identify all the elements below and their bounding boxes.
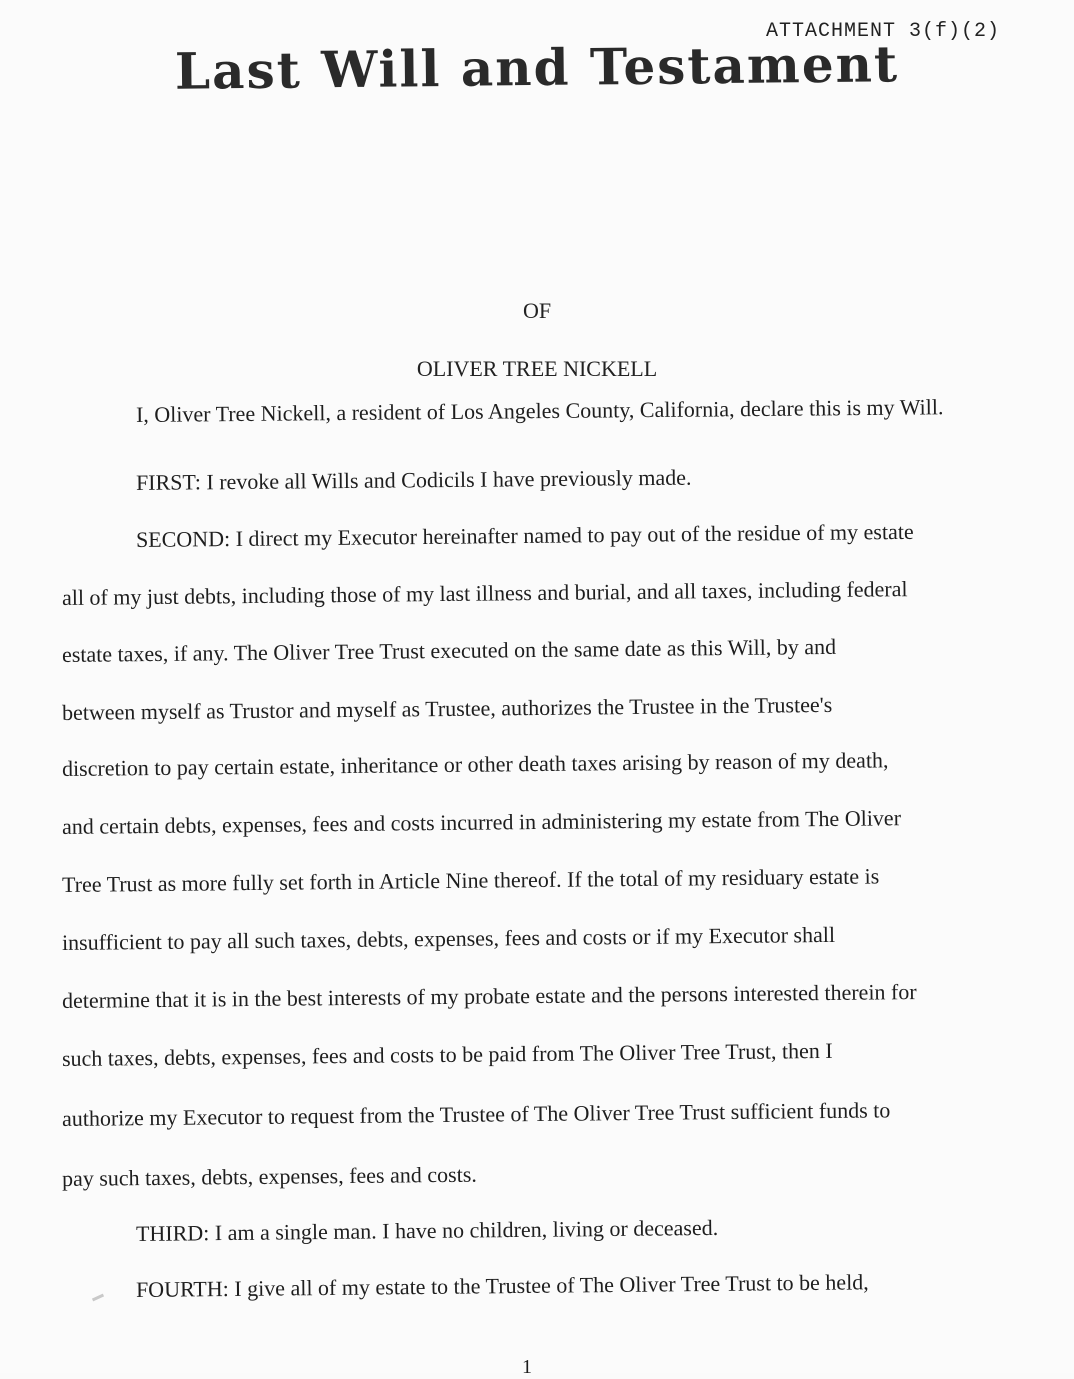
body-line: determine that it is in the best interests of my probate estate and the persons interested therein for [61, 979, 917, 1013]
body-line: pay such taxes, debts, expenses, fees and costs. [61, 1161, 477, 1191]
title-of: OF [522, 298, 552, 323]
body-line: discretion to pay certain estate, inheritance or other death taxes arising by reason of my death, [61, 747, 889, 781]
body-line: Tree Trust as more fully set forth in Article Nine thereof. If the total of my residuary estate is [61, 863, 880, 897]
attachment-label: ATTACHMENT 3(f)(2) [765, 20, 1000, 43]
article-third-line: THIRD: I am a single man. I have no children, living or deceased. [135, 1214, 719, 1246]
document-title: Last Will and Testament [174, 34, 900, 101]
page-number: 1 [522, 1356, 532, 1378]
body-line: and certain debts, expenses, fees and costs incurred in administering my estate from The Oliver [61, 805, 902, 839]
testator-name: OLIVER TREE NICKELL [416, 356, 658, 381]
article-fourth-line: FOURTH: I give all of my estate to the Trustee of The Oliver Tree Trust to be held, [135, 1269, 869, 1302]
article-first-line: FIRST: I revoke all Wills and Codicils I have previously made. [135, 464, 692, 495]
body-line: estate taxes, if any. The Oliver Tree Trust executed on the same date as this Will, by and [61, 633, 837, 667]
scan-artifact [92, 1294, 104, 1302]
body-line: between myself as Trustor and myself as Trustee, authorizes the Trustee in the Trustee's [61, 691, 833, 725]
body-line: such taxes, debts, expenses, fees and costs to be paid from The Oliver Tree Trust, then I [61, 1037, 833, 1071]
declaration-line: I, Oliver Tree Nickell, a resident of Los Angeles County, California, declare this is my Will. [135, 394, 944, 427]
body-line: authorize my Executor to request from the Trustee of The Oliver Tree Trust sufficient funds to [61, 1097, 891, 1131]
article-second-line: SECOND: I direct my Executor hereinafter named to pay out of the residue of my estate [135, 518, 914, 552]
body-line: all of my just debts, including those of my last illness and burial, and all taxes, including federal [61, 576, 908, 610]
body-line: insufficient to pay all such taxes, debts, expenses, fees and costs or if my Executor shall [61, 921, 836, 955]
